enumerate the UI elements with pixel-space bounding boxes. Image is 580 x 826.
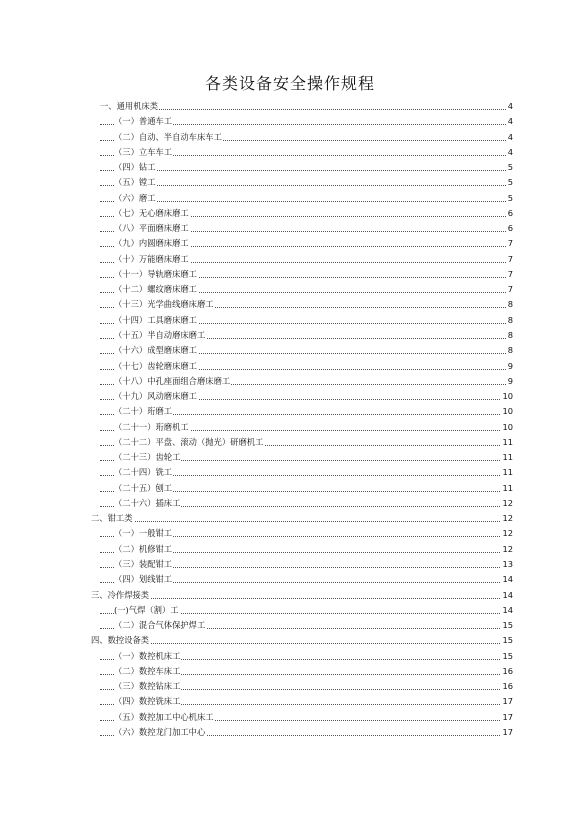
toc-subsection-entry[interactable] [0,343,580,358]
toc-page-number: 12 [501,511,513,526]
toc-entry-label: （一）一般钳工 [114,526,173,541]
toc-subsection-entry[interactable] [0,450,580,465]
toc-entry-label: （一）数控机床工 [114,649,181,664]
toc-page-number: 6 [507,221,513,236]
toc-subsection-entry[interactable] [0,160,580,175]
toc-page-number: 10 [501,389,513,404]
toc-page-number: 10 [501,420,513,435]
toc-entry-label: （七）无心磨床磨工 [114,206,190,221]
toc-entry-label: （八）平面磨床磨工 [114,221,190,236]
toc-entry-label: （十六）成型磨床磨工 [114,343,198,358]
dot-leader [91,643,512,644]
toc-entry-label: 二、钳工类 [91,511,134,526]
toc-entry-label: （十三）光学曲线磨床磨工 [114,297,215,312]
toc-page-number: 9 [507,374,513,389]
toc-entry-label: （四）数控铣床工 [114,694,181,709]
toc-entry-label: （十九）风动磨床磨工 [114,389,198,404]
toc-page-number: 13 [501,557,513,572]
toc-subsection-entry[interactable] [0,130,580,145]
toc-subsection-entry[interactable] [0,374,580,389]
dot-leader [100,170,512,171]
dot-leader [100,109,512,110]
toc-subsection-entry[interactable] [0,221,580,236]
toc-page-number: 14 [501,572,513,587]
table-of-contents [0,99,580,740]
toc-entry-label: （二十五）刨工 [114,481,173,496]
toc-entry-label: （二）数控车床工 [114,664,181,679]
dot-leader [100,185,512,186]
toc-subsection-entry[interactable] [0,710,580,725]
toc-subsection-entry[interactable] [0,435,580,450]
toc-subsection-entry[interactable] [0,649,580,664]
toc-entry-label: （二）自动、半自动车床车工 [114,130,223,145]
toc-page-number: 16 [501,664,513,679]
toc-entry-label: 一、通用机床类 [100,99,159,114]
toc-page-number: 4 [507,145,513,160]
toc-page-number: 4 [507,99,513,114]
toc-entry-label: （十）万能磨床磨工 [114,252,190,267]
toc-subsection-entry[interactable] [0,267,580,282]
toc-entry-label: （三）数控钻床工 [114,679,181,694]
toc-entry-label: 四、数控设备类 [91,633,150,648]
toc-page-number: 15 [501,649,513,664]
toc-page-number: 6 [507,206,513,221]
toc-subsection-entry[interactable] [0,282,580,297]
toc-subsection-entry[interactable] [0,389,580,404]
toc-page-number: 4 [507,114,513,129]
toc-page-number: 5 [507,191,513,206]
toc-entry-label: （十八）中孔座面组合磨床磨工 [114,374,231,389]
toc-entry-label: （二十二）平盘、滚动（抛光）研磨机工 [114,435,264,450]
toc-subsection-entry[interactable] [0,572,580,587]
toc-subsection-entry[interactable] [0,496,580,511]
toc-entry-label: （十七）齿轮磨床磨工 [114,359,198,374]
toc-page-number: 12 [501,526,513,541]
toc-subsection-entry[interactable] [0,725,580,740]
toc-entry-label: （九）内圆磨床磨工 [114,236,190,251]
toc-entry-label: 三、冷作焊接类 [91,588,150,603]
toc-page-number: 10 [501,404,513,419]
toc-page-number: 5 [507,160,513,175]
toc-page-number: 5 [507,175,513,190]
toc-section-entry[interactable] [0,511,580,526]
toc-subsection-entry[interactable] [0,328,580,343]
document-title: 各类设备安全操作规程 [204,74,375,93]
toc-page-number: 11 [501,450,513,465]
toc-entry-label: (一)气焊（割）工 [114,603,180,618]
toc-page-number: 7 [507,236,513,251]
dot-leader [91,598,512,599]
dot-leader [100,201,512,202]
toc-subsection-entry[interactable] [0,420,580,435]
toc-page-number: 17 [501,710,513,725]
toc-page-number: 17 [501,725,513,740]
toc-subsection-entry[interactable] [0,465,580,480]
toc-page-number: 4 [507,130,513,145]
toc-page-number: 14 [501,603,513,618]
toc-entry-label: （二十六）插床工 [114,496,181,511]
toc-section-entry[interactable] [0,588,580,603]
toc-entry-label: （二十一）珩磨机工 [114,420,190,435]
toc-entry-label: （二）机修钳工 [114,542,173,557]
toc-entry-label: （十二）螺纹磨床磨工 [114,282,198,297]
toc-page-number: 14 [501,588,513,603]
toc-subsection-entry[interactable] [0,175,580,190]
toc-subsection-entry[interactable] [0,679,580,694]
toc-entry-label: （十一）导轨磨床磨工 [114,267,198,282]
toc-page-number: 12 [501,496,513,511]
toc-entry-label: （四）钻工 [114,160,157,175]
toc-entry-label: （五）数控加工中心机床工 [114,710,215,725]
toc-subsection-entry[interactable] [0,694,580,709]
toc-page-number: 16 [501,679,513,694]
toc-subsection-entry[interactable] [0,252,580,267]
toc-subsection-entry[interactable] [0,526,580,541]
toc-subsection-entry[interactable] [0,404,580,419]
toc-entry-label: （三）立车车工 [114,145,173,160]
toc-entry-label: （六）数控龙门加工中心 [114,725,206,740]
toc-subsection-entry[interactable] [0,664,580,679]
toc-page-number: 8 [507,343,513,358]
toc-subsection-entry[interactable] [0,297,580,312]
toc-page-number: 8 [507,328,513,343]
dot-leader [91,521,512,522]
toc-entry-label: （二十四）铣工 [114,465,173,480]
toc-page-number: 11 [501,435,513,450]
toc-page-number: 17 [501,694,513,709]
toc-subsection-entry[interactable] [0,236,580,251]
toc-subsection-entry[interactable] [0,313,580,328]
toc-subsection-entry[interactable] [0,206,580,221]
toc-page-number: 7 [507,267,513,282]
toc-section-entry[interactable] [0,633,580,648]
toc-subsection-entry[interactable] [0,114,580,129]
toc-entry-label: （五）镗工 [114,175,157,190]
toc-subsection-entry[interactable] [0,191,580,206]
toc-page-number: 7 [507,282,513,297]
toc-page-number: 11 [501,481,513,496]
toc-page-number: 7 [507,252,513,267]
toc-page-number: 9 [507,359,513,374]
toc-subsection-entry[interactable] [0,145,580,160]
toc-subsection-entry[interactable] [0,618,580,633]
toc-subsection-entry[interactable] [0,542,580,557]
toc-section-entry[interactable] [0,99,580,114]
toc-entry-label: （三）装配钳工 [114,557,173,572]
toc-entry-label: （二十）珩磨工 [114,404,173,419]
toc-page-number: 15 [501,618,513,633]
toc-subsection-entry[interactable] [0,557,580,572]
toc-page-number: 15 [501,633,513,648]
toc-entry-label: （一）普通车工 [114,114,173,129]
toc-entry-label: （十四）工具磨床磨工 [114,313,198,328]
toc-page-number: 8 [507,297,513,312]
toc-subsection-entry[interactable] [0,481,580,496]
toc-entry-label: （二）混合气体保护焊工 [114,618,206,633]
toc-page-number: 12 [501,542,513,557]
toc-entry-label: （二十三）齿轮工 [114,450,181,465]
toc-entry-label: （六）磨工 [114,191,157,206]
toc-page-number: 8 [507,313,513,328]
toc-entry-label: （四）划线钳工 [114,572,173,587]
toc-page-number: 11 [501,465,513,480]
toc-subsection-entry[interactable] [0,359,580,374]
toc-entry-label: （十五）半自动磨床磨工 [114,328,206,343]
toc-subsection-entry[interactable] [0,603,580,618]
